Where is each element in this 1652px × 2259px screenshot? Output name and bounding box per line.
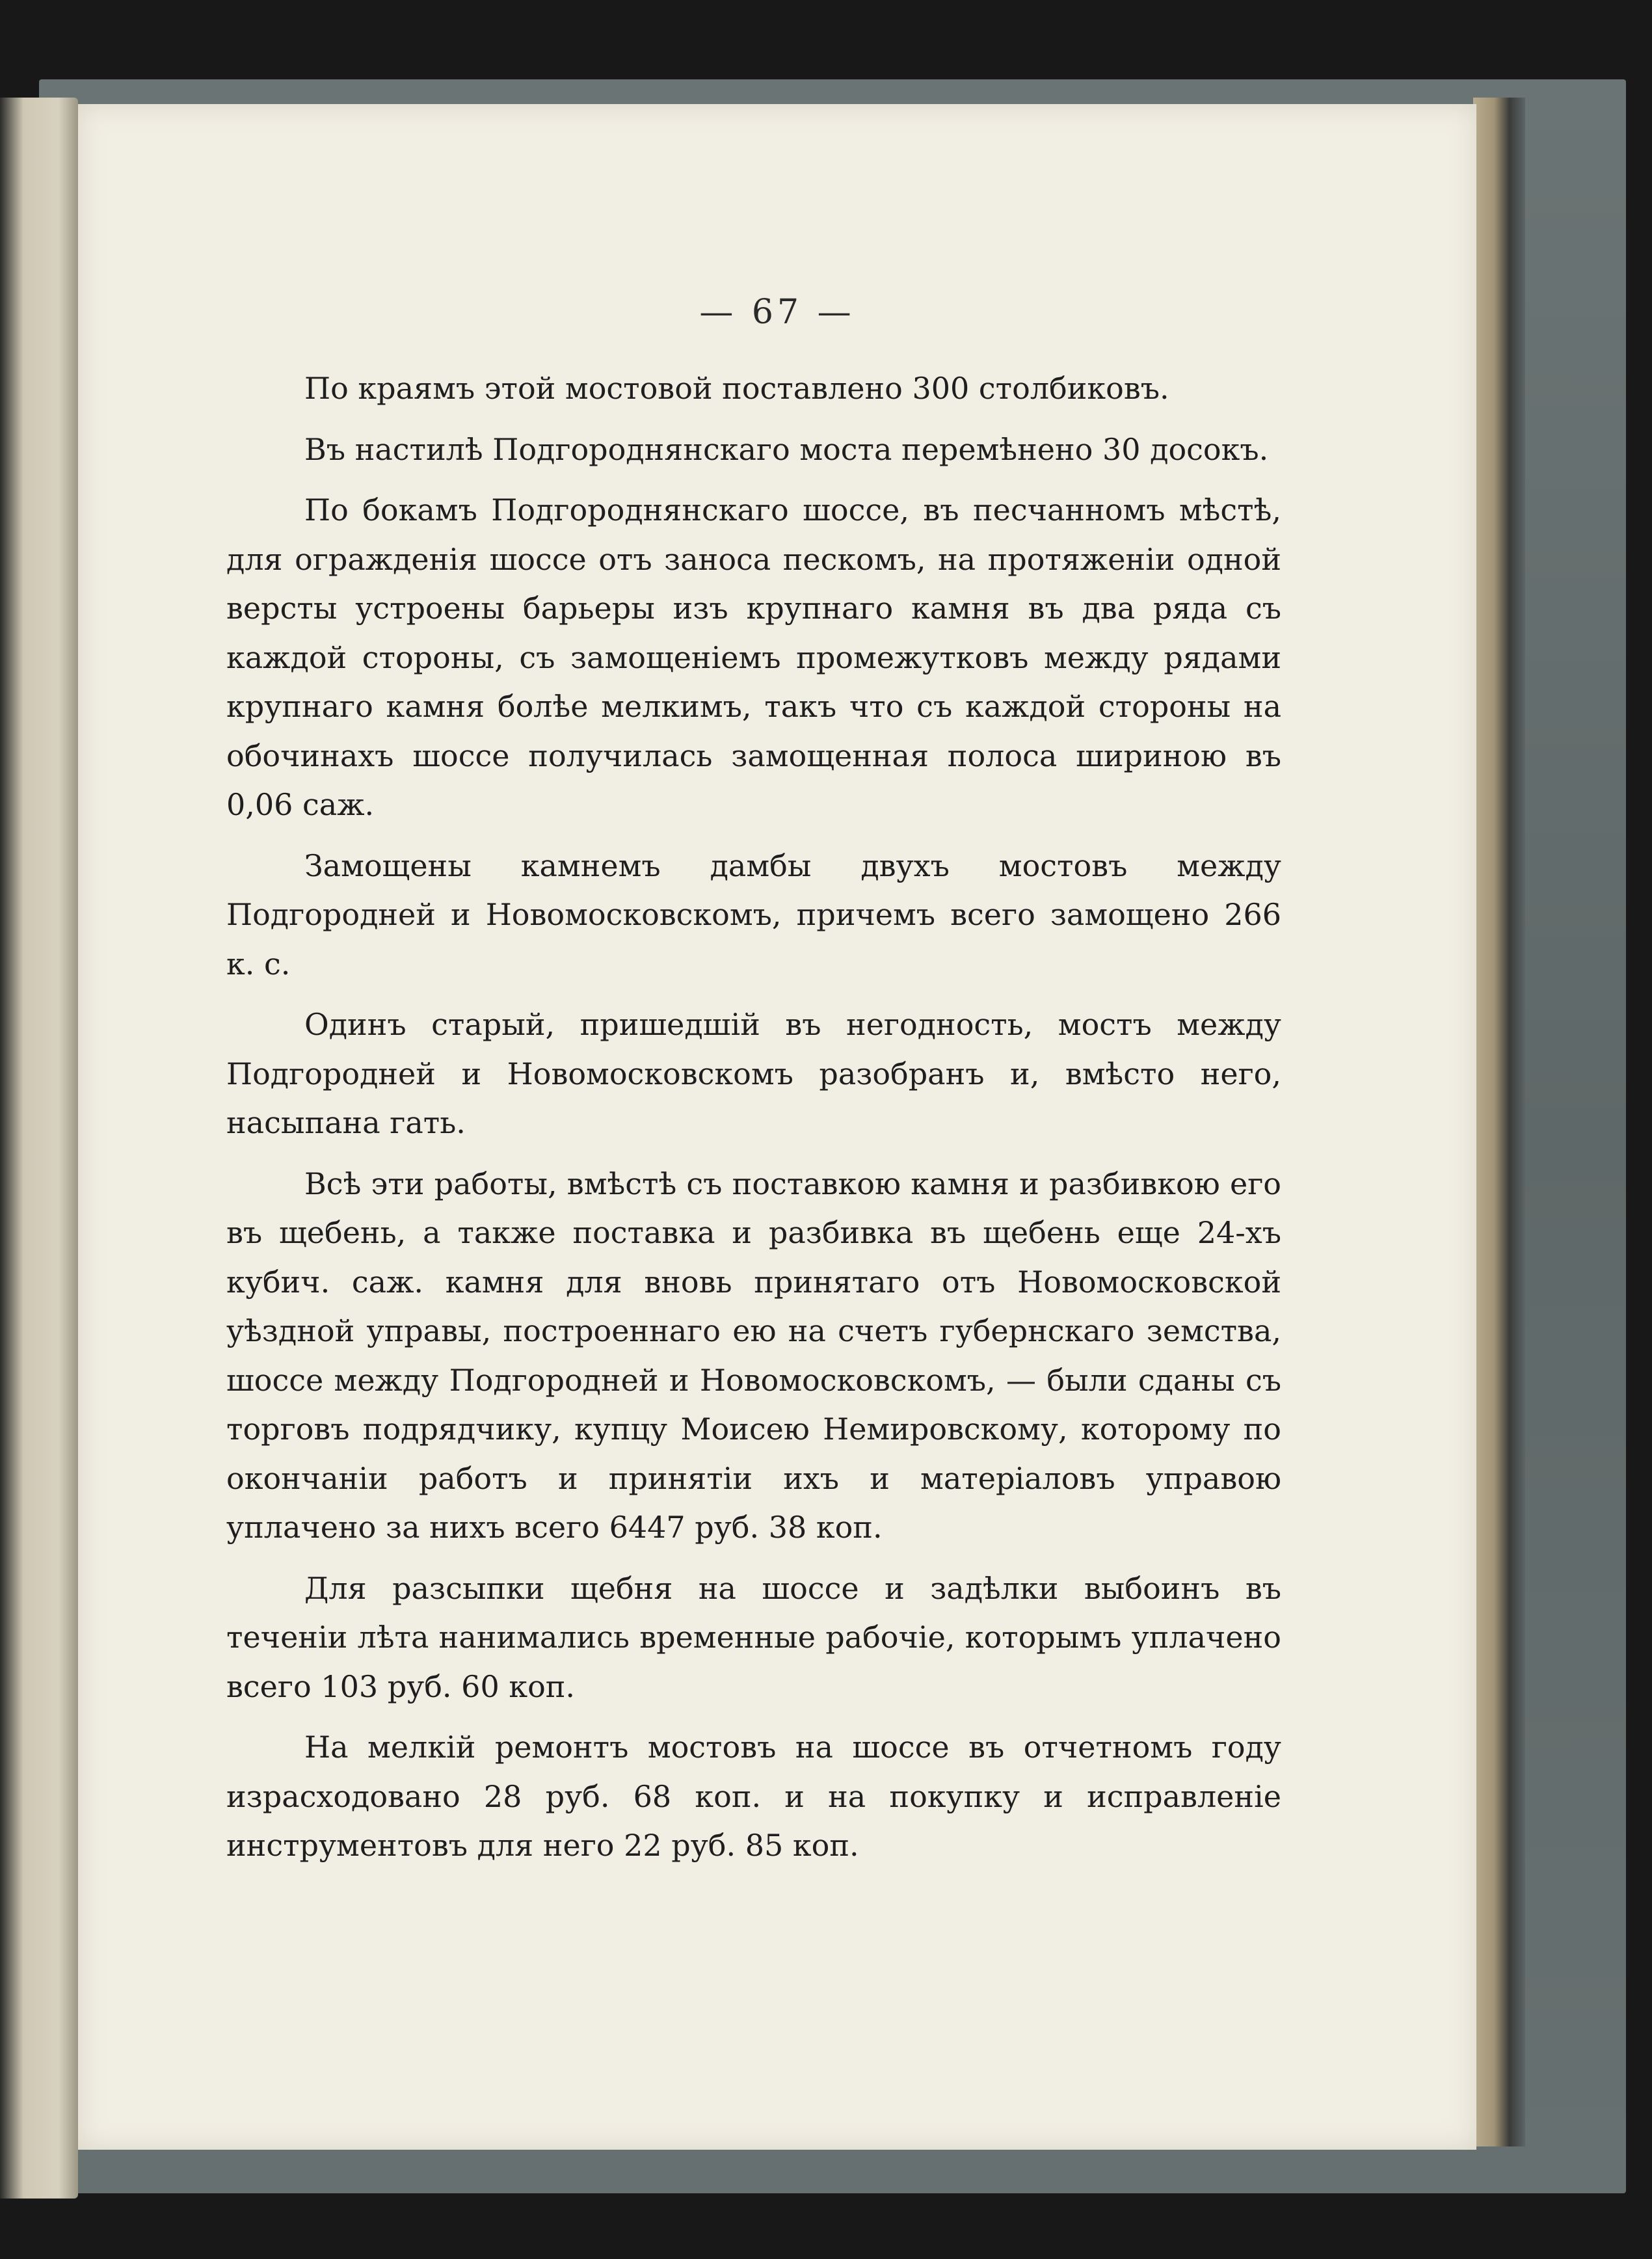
paragraph-3: По бокамъ Подгороднянскаго шоссе, въ песчанномъ мѣстѣ, для огражденія шоссе отъ заноса пескомъ, на протяженіи одной версты устроены барьеры изъ крупнаго камня въ два ряда съ каждой стороны, съ замощеніемъ промежутковъ между рядами крупнаго камня болѣе мелкимъ, такъ что съ каждой стороны на обочинахъ шоссе получилась замощенная полоса шириною въ 0,06 саж. (226, 492, 1281, 822)
paragraph-5: Одинъ старый, пришедшій въ негодность, мостъ между Подгородней и Новомосковскомъ разобранъ и, вмѣсто него, насыпана гать. (226, 1007, 1281, 1140)
paragraph-1: По краямъ этой мостовой поставлено 300 столбиковъ. (304, 371, 1169, 406)
paragraph-6: Всѣ эти работы, вмѣстѣ съ поставкою камня и разбивкою его въ щебень, а также поставка и разбивка въ щебень еще 24-хъ кубич. саж. камня для вновь принятаго отъ Новомосковской уѣздной управы, построеннаго ею на счетъ губернскаго земства, шоссе между Подгородней и Новомосковскомъ, — были сданы съ торговъ подрядчику, купцу Моисею Немировскому, которому по окончаніи работъ и принятіи ихъ и матеріаловъ управою уплачено за нихъ всего 6447 руб. 38 коп. (226, 1166, 1281, 1545)
book-page (78, 104, 1476, 2150)
paragraph-8: На мелкій ремонтъ мостовъ на шоссе въ отчетномъ году израсходовано 28 руб. 68 коп. и на покупку и исправленіе инструментовъ для него 22 руб. 85 коп. (226, 1730, 1281, 1863)
paragraph-2: Въ настилѣ Подгороднянскаго моста перемѣнено 30 досокъ. (304, 431, 1269, 467)
paragraph-4: Замощены камнемъ дамбы двухъ мостовъ между Подгородней и Новомосковскомъ, причемъ всего замощено 266 к. с. (226, 848, 1281, 982)
facing-page-edge (0, 98, 78, 2199)
paragraph-7: Для разсыпки щебня на шоссе и задѣлки выбоинъ въ теченіи лѣта нанимались временные рабочіе, которымъ уплачено всего 103 руб. 60 коп. (226, 1570, 1281, 1704)
page-number: — 67 — (699, 293, 855, 332)
page-stack-edge (1473, 98, 1525, 2146)
page-text (226, 364, 1281, 1882)
